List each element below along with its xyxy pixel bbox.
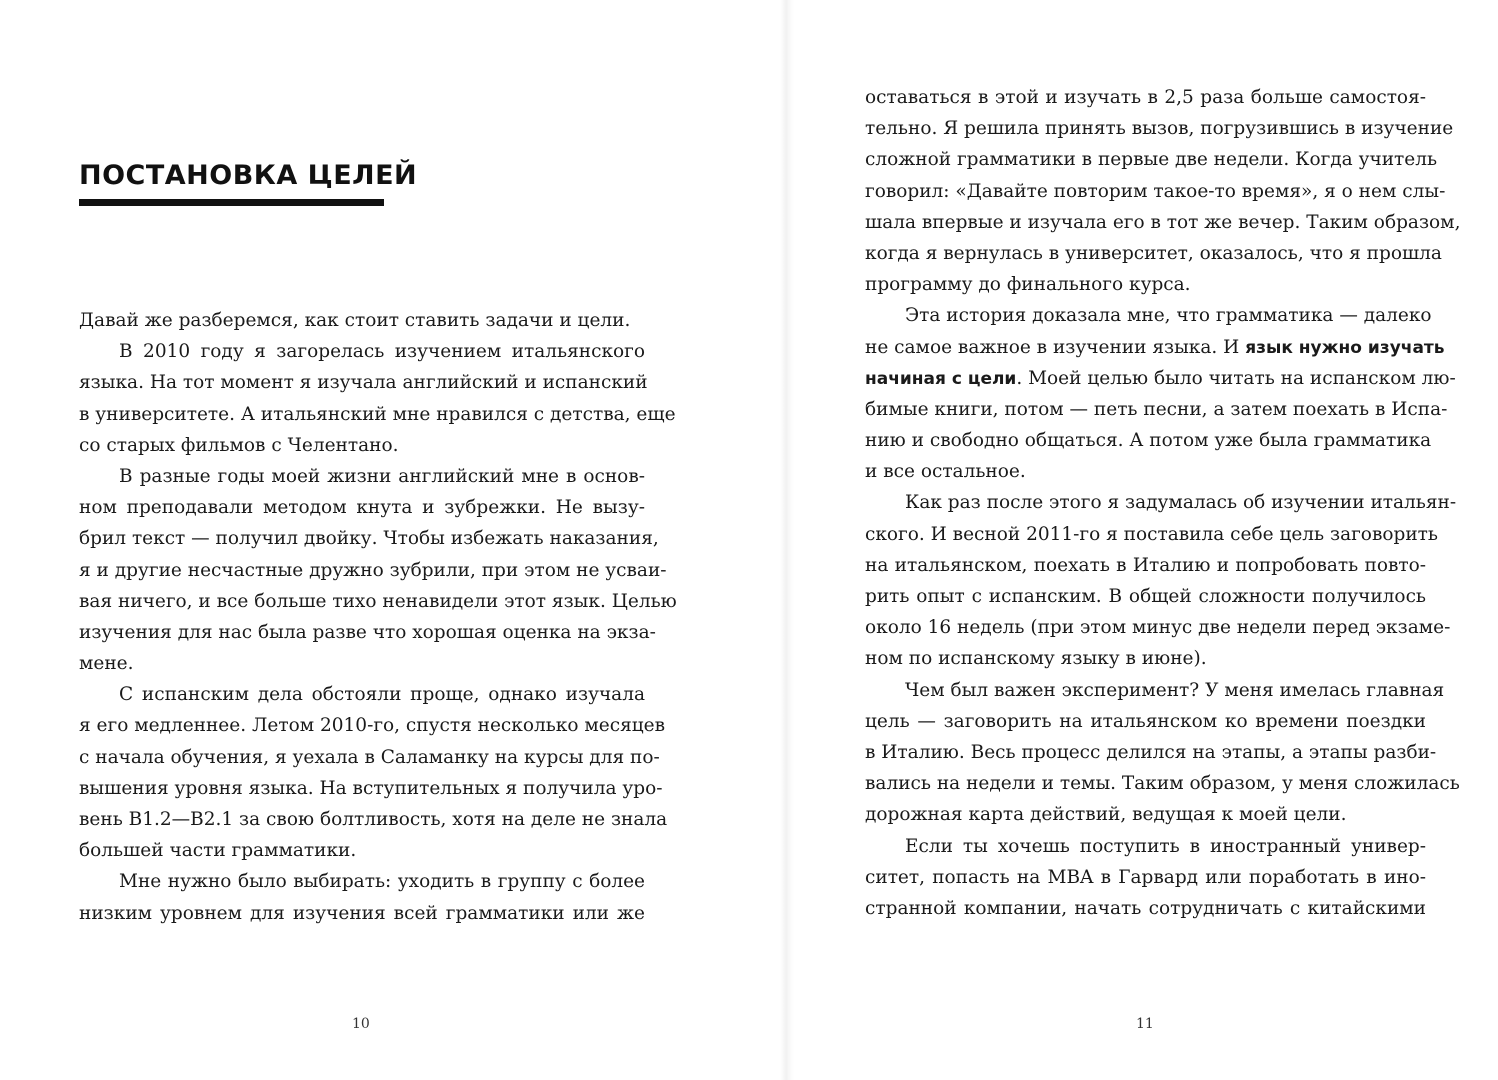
- text-line: дорожная карта действий, ведущая к моей цели.: [865, 804, 1347, 826]
- text-line: в университете. А итальянский мне нравился с детства, еще: [79, 403, 676, 425]
- text-line: Давай же разберемся, как стоит ставить задачи и цели.: [79, 310, 631, 331]
- text-line: когда я вернулась в университет, оказалось, что я прошла: [865, 242, 1442, 264]
- text-line: бимые книги, потом — петь песни, а затем поехать в Испа-: [865, 398, 1448, 420]
- text-line: вень B1.2—B2.1 за свою болтливость, хотя на деле не знала: [79, 809, 668, 830]
- text-line: говорил: «Давайте повторим такое-то время», я о нем слы-: [865, 180, 1446, 202]
- text-line: мене.: [79, 653, 134, 675]
- text-line: ном преподавали методом кнута и зубрежки. Не вызу-: [79, 497, 645, 519]
- text-line: тельно. Я решила принять вызов, погрузившись в изучение: [865, 118, 1454, 140]
- text-line: странной компании, начать сотрудничать с китайскими: [865, 897, 1426, 919]
- text-line: Если ты хочешь поступить в иностранный универ-: [905, 835, 1426, 857]
- chapter-title: ПОСТАНОВКА ЦЕЛЕЙ: [79, 160, 418, 191]
- text-line: Чем был важен эксперимент? У меня имелась главная: [905, 679, 1445, 701]
- text-line: я и другие несчастные дружно зубрили, при этом не усваи-: [79, 559, 667, 581]
- text-line: [865, 363, 1456, 394]
- text-run: . Моей целью было читать на испанском лю-: [1016, 367, 1456, 389]
- text-line: со старых фильмов с Челентано.: [79, 434, 399, 456]
- text-line: большей части грамматики.: [79, 840, 357, 862]
- text-line: С испанским дела обстояли проще, однако изучала: [119, 684, 645, 706]
- text-line: брил текст — получил двойку. Чтобы избежать наказания,: [79, 528, 659, 550]
- text-line: цель — заговорить на итальянском ко времени поездки: [865, 710, 1426, 732]
- title-underline: [79, 199, 384, 206]
- text-line: В разные годы моей жизни английский мне в основ-: [119, 465, 645, 487]
- text-line: вышения уровня языка. На вступительных я получила уро-: [79, 777, 663, 799]
- text-line: на итальянском, поехать в Италию и попробовать повто-: [865, 554, 1426, 576]
- text-line: оставаться в этой и изучать в 2,5 раза больше самостоя-: [865, 87, 1426, 108]
- text-line: с начала обучения, я уехала в Саламанку на курсы для по-: [79, 746, 660, 768]
- text-line: В 2010 году я загорелась изучением итальянского: [119, 341, 645, 363]
- text-line: и все остальное.: [865, 461, 1026, 483]
- text-line: шала впервые и изучала его в тот же вечер. Таким образом,: [865, 211, 1461, 233]
- text-line: ситет, попасть на MBA в Гарвард или поработать в ино-: [865, 866, 1426, 888]
- right-page-text: [865, 82, 1461, 924]
- text-line: около 16 недель (при этом минус две недели перед экзаме-: [865, 617, 1451, 639]
- text-line: в Италию. Весь процесс делился на этапы, а этапы разби-: [865, 741, 1437, 763]
- text-line: изучения для нас была разве что хорошая оценка на экза-: [79, 621, 656, 643]
- text-line: Как раз после этого я задумалась об изучении итальян-: [905, 492, 1457, 514]
- text-line: программу до финального курса.: [865, 274, 1191, 296]
- text-line: Эта история доказала мне, что грамматика — далеко: [905, 305, 1432, 327]
- text-line: нию и свободно общаться. А потом уже была грамматика: [865, 430, 1432, 452]
- emphasis-text: язык нужно изучать: [1245, 337, 1445, 358]
- text-line: вались на недели и темы. Таким образом, у меня сложилась: [865, 773, 1460, 795]
- emphasis-text: начиная с цели: [865, 368, 1017, 389]
- text-line: ского. И весной 2011-го я поставила себе цель заговорить: [865, 523, 1438, 545]
- text-line: Мне нужно было выбирать: уходить в группу с более: [119, 871, 645, 893]
- text-line: языка. На тот момент я изучала английский и испанский: [79, 372, 648, 394]
- text-line: рить опыт с испанским. В общей сложности получилось: [865, 586, 1426, 607]
- page-number-right: 11: [1136, 1016, 1154, 1032]
- page-number-left: 10: [352, 1016, 370, 1032]
- text-line: ном по испанскому языку в июне).: [865, 648, 1207, 670]
- text-run: не самое важное в изучении языка. И: [865, 336, 1240, 358]
- text-line: вая ничего, и все больше тихо ненавидели этот язык. Целью: [79, 590, 677, 612]
- text-line: сложной грамматики в первые две недели. Когда учитель: [865, 149, 1438, 171]
- text-line: я его медленнее. Летом 2010-го, спустя несколько месяцев: [79, 715, 666, 737]
- text-line: [865, 332, 1445, 363]
- text-line: низким уровнем для изучения всей грамматики или же: [79, 902, 645, 924]
- left-page-text: [79, 305, 677, 929]
